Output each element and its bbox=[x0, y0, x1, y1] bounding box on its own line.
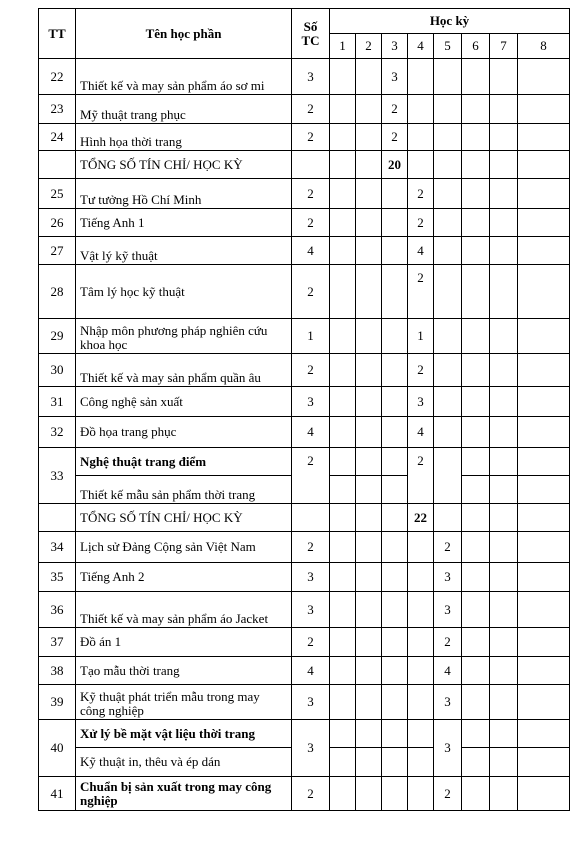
row-number: 38 bbox=[39, 657, 76, 685]
credit-count: 4 bbox=[292, 237, 330, 265]
credit-count: 3 bbox=[292, 685, 330, 720]
semester-credits: 1 bbox=[408, 319, 434, 354]
table-row bbox=[39, 720, 570, 748]
semester-credits: 3 bbox=[434, 720, 462, 777]
table-row bbox=[39, 124, 570, 151]
semester-credits: 2 bbox=[408, 354, 434, 387]
semester-credits: 3 bbox=[434, 685, 462, 720]
credit-count: 2 bbox=[292, 95, 330, 124]
course-name: Tư tưởng Hồ Chí Minh bbox=[76, 179, 292, 209]
credit-count: 2 bbox=[292, 265, 330, 319]
row-number: 36 bbox=[39, 592, 76, 628]
credit-count: 2 bbox=[292, 448, 330, 504]
table-row bbox=[39, 95, 570, 124]
header-credits: Số TC bbox=[292, 9, 330, 59]
semester-credits: 2 bbox=[408, 265, 434, 319]
semester-credits: 2 bbox=[434, 532, 462, 563]
semester-credits: 2 bbox=[434, 628, 462, 657]
course-name: Thiết kế và may sản phẩm quần âu bbox=[76, 354, 292, 387]
credit-count: 3 bbox=[292, 592, 330, 628]
course-name: Tiếng Anh 2 bbox=[76, 563, 292, 592]
credit-count: 2 bbox=[292, 209, 330, 237]
header-semester-3: 3 bbox=[382, 34, 408, 59]
row-number: 34 bbox=[39, 532, 76, 563]
row-number: 33 bbox=[39, 448, 76, 504]
course-name: Tâm lý học kỹ thuật bbox=[76, 265, 292, 319]
credit-count: 2 bbox=[292, 777, 330, 811]
table-row bbox=[39, 265, 570, 319]
course-name: Lịch sử Đảng Cộng sản Việt Nam bbox=[76, 532, 292, 563]
semester-total-row bbox=[39, 151, 570, 179]
table-row bbox=[39, 628, 570, 657]
header-semester-6: 6 bbox=[462, 34, 490, 59]
row-number: 28 bbox=[39, 265, 76, 319]
row-number: 39 bbox=[39, 685, 76, 720]
course-name: Đồ án 1 bbox=[76, 628, 292, 657]
course-name: Xử lý bề mặt vật liệu thời trang bbox=[76, 720, 292, 748]
header-semester-7: 7 bbox=[490, 34, 518, 59]
course-name: Đồ họa trang phục bbox=[76, 417, 292, 448]
credit-count: 2 bbox=[292, 124, 330, 151]
credit-count: 3 bbox=[292, 563, 330, 592]
course-name: Thiết kế và may sản phẩm áo sơ mi bbox=[76, 59, 292, 95]
header-semester-1: 1 bbox=[330, 34, 356, 59]
credit-count: 3 bbox=[292, 387, 330, 417]
course-name: Vật lý kỹ thuật bbox=[76, 237, 292, 265]
header-tt: TT bbox=[39, 9, 76, 59]
semester-credits: 2 bbox=[408, 209, 434, 237]
course-name: Thiết kế và may sản phẩm áo Jacket bbox=[76, 592, 292, 628]
row-number: 40 bbox=[39, 720, 76, 777]
credit-count: 2 bbox=[292, 532, 330, 563]
semester-credits: 4 bbox=[408, 237, 434, 265]
course-name-alt: Thiết kế mẫu sản phẩm thời trang bbox=[76, 476, 292, 504]
curriculum-table bbox=[38, 8, 570, 811]
semester-total: 22 bbox=[408, 504, 434, 532]
table-row bbox=[39, 179, 570, 209]
header-semester-5: 5 bbox=[434, 34, 462, 59]
header-semester-8: 8 bbox=[518, 34, 570, 59]
table-row bbox=[39, 319, 570, 354]
row-number: 26 bbox=[39, 209, 76, 237]
semester-credits: 2 bbox=[382, 124, 408, 151]
total-label: TỔNG SỐ TÍN CHỈ/ HỌC KỲ bbox=[76, 504, 292, 532]
credit-count: 2 bbox=[292, 179, 330, 209]
semester-credits: 3 bbox=[434, 563, 462, 592]
row-number: 23 bbox=[39, 95, 76, 124]
row-number: 25 bbox=[39, 179, 76, 209]
table-row bbox=[39, 563, 570, 592]
course-name: Hình họa thời trang bbox=[76, 124, 292, 151]
row-number: 24 bbox=[39, 124, 76, 151]
row-number: 32 bbox=[39, 417, 76, 448]
table-row bbox=[39, 657, 570, 685]
table-row bbox=[39, 592, 570, 628]
course-name: Chuẩn bị sản xuất trong may công nghiệp bbox=[76, 777, 292, 811]
table-row bbox=[39, 532, 570, 563]
row-number: 35 bbox=[39, 563, 76, 592]
semester-credits: 2 bbox=[408, 448, 434, 504]
credit-count: 3 bbox=[292, 59, 330, 95]
header-semester: Học kỳ bbox=[330, 9, 570, 34]
semester-total: 20 bbox=[382, 151, 408, 179]
header-course-name: Tên học phần bbox=[76, 9, 292, 59]
course-name: Tạo mẫu thời trang bbox=[76, 657, 292, 685]
semester-total-row bbox=[39, 504, 570, 532]
semester-credits: 2 bbox=[408, 179, 434, 209]
credit-count: 4 bbox=[292, 657, 330, 685]
semester-credits: 4 bbox=[434, 657, 462, 685]
row-number: 31 bbox=[39, 387, 76, 417]
course-name: Nghệ thuật trang điểm bbox=[76, 448, 292, 476]
course-name: Kỹ thuật phát triển mẫu trong may công nghiệp bbox=[76, 685, 292, 720]
table-row bbox=[39, 354, 570, 387]
course-name: Tiếng Anh 1 bbox=[76, 209, 292, 237]
credit-count: 4 bbox=[292, 417, 330, 448]
header-semester-4: 4 bbox=[408, 34, 434, 59]
semester-credits: 4 bbox=[408, 417, 434, 448]
course-name: Mỹ thuật trang phục bbox=[76, 95, 292, 124]
row-number: 41 bbox=[39, 777, 76, 811]
table-row bbox=[39, 387, 570, 417]
table-row bbox=[39, 237, 570, 265]
credit-count: 2 bbox=[292, 628, 330, 657]
table-row bbox=[39, 685, 570, 720]
row-number: 29 bbox=[39, 319, 76, 354]
course-name: Công nghệ sản xuất bbox=[76, 387, 292, 417]
table-row bbox=[39, 417, 570, 448]
row-number: 30 bbox=[39, 354, 76, 387]
header-semester-2: 2 bbox=[356, 34, 382, 59]
row-number: 27 bbox=[39, 237, 76, 265]
table-row bbox=[39, 59, 570, 95]
table-row bbox=[39, 448, 570, 476]
semester-credits: 3 bbox=[434, 592, 462, 628]
credit-count: 1 bbox=[292, 319, 330, 354]
semester-credits: 3 bbox=[382, 59, 408, 95]
semester-credits: 2 bbox=[434, 777, 462, 811]
table-row bbox=[39, 777, 570, 811]
credit-count: 2 bbox=[292, 354, 330, 387]
total-label: TỔNG SỐ TÍN CHỈ/ HỌC KỲ bbox=[76, 151, 292, 179]
row-number: 37 bbox=[39, 628, 76, 657]
semester-credits: 3 bbox=[408, 387, 434, 417]
credit-count: 3 bbox=[292, 720, 330, 777]
course-name: Nhập môn phương pháp nghiên cứu khoa học bbox=[76, 319, 292, 354]
table-row bbox=[39, 209, 570, 237]
semester-credits: 2 bbox=[382, 95, 408, 124]
row-number: 22 bbox=[39, 59, 76, 95]
course-name-alt: Kỹ thuật in, thêu và ép dán bbox=[76, 748, 292, 777]
